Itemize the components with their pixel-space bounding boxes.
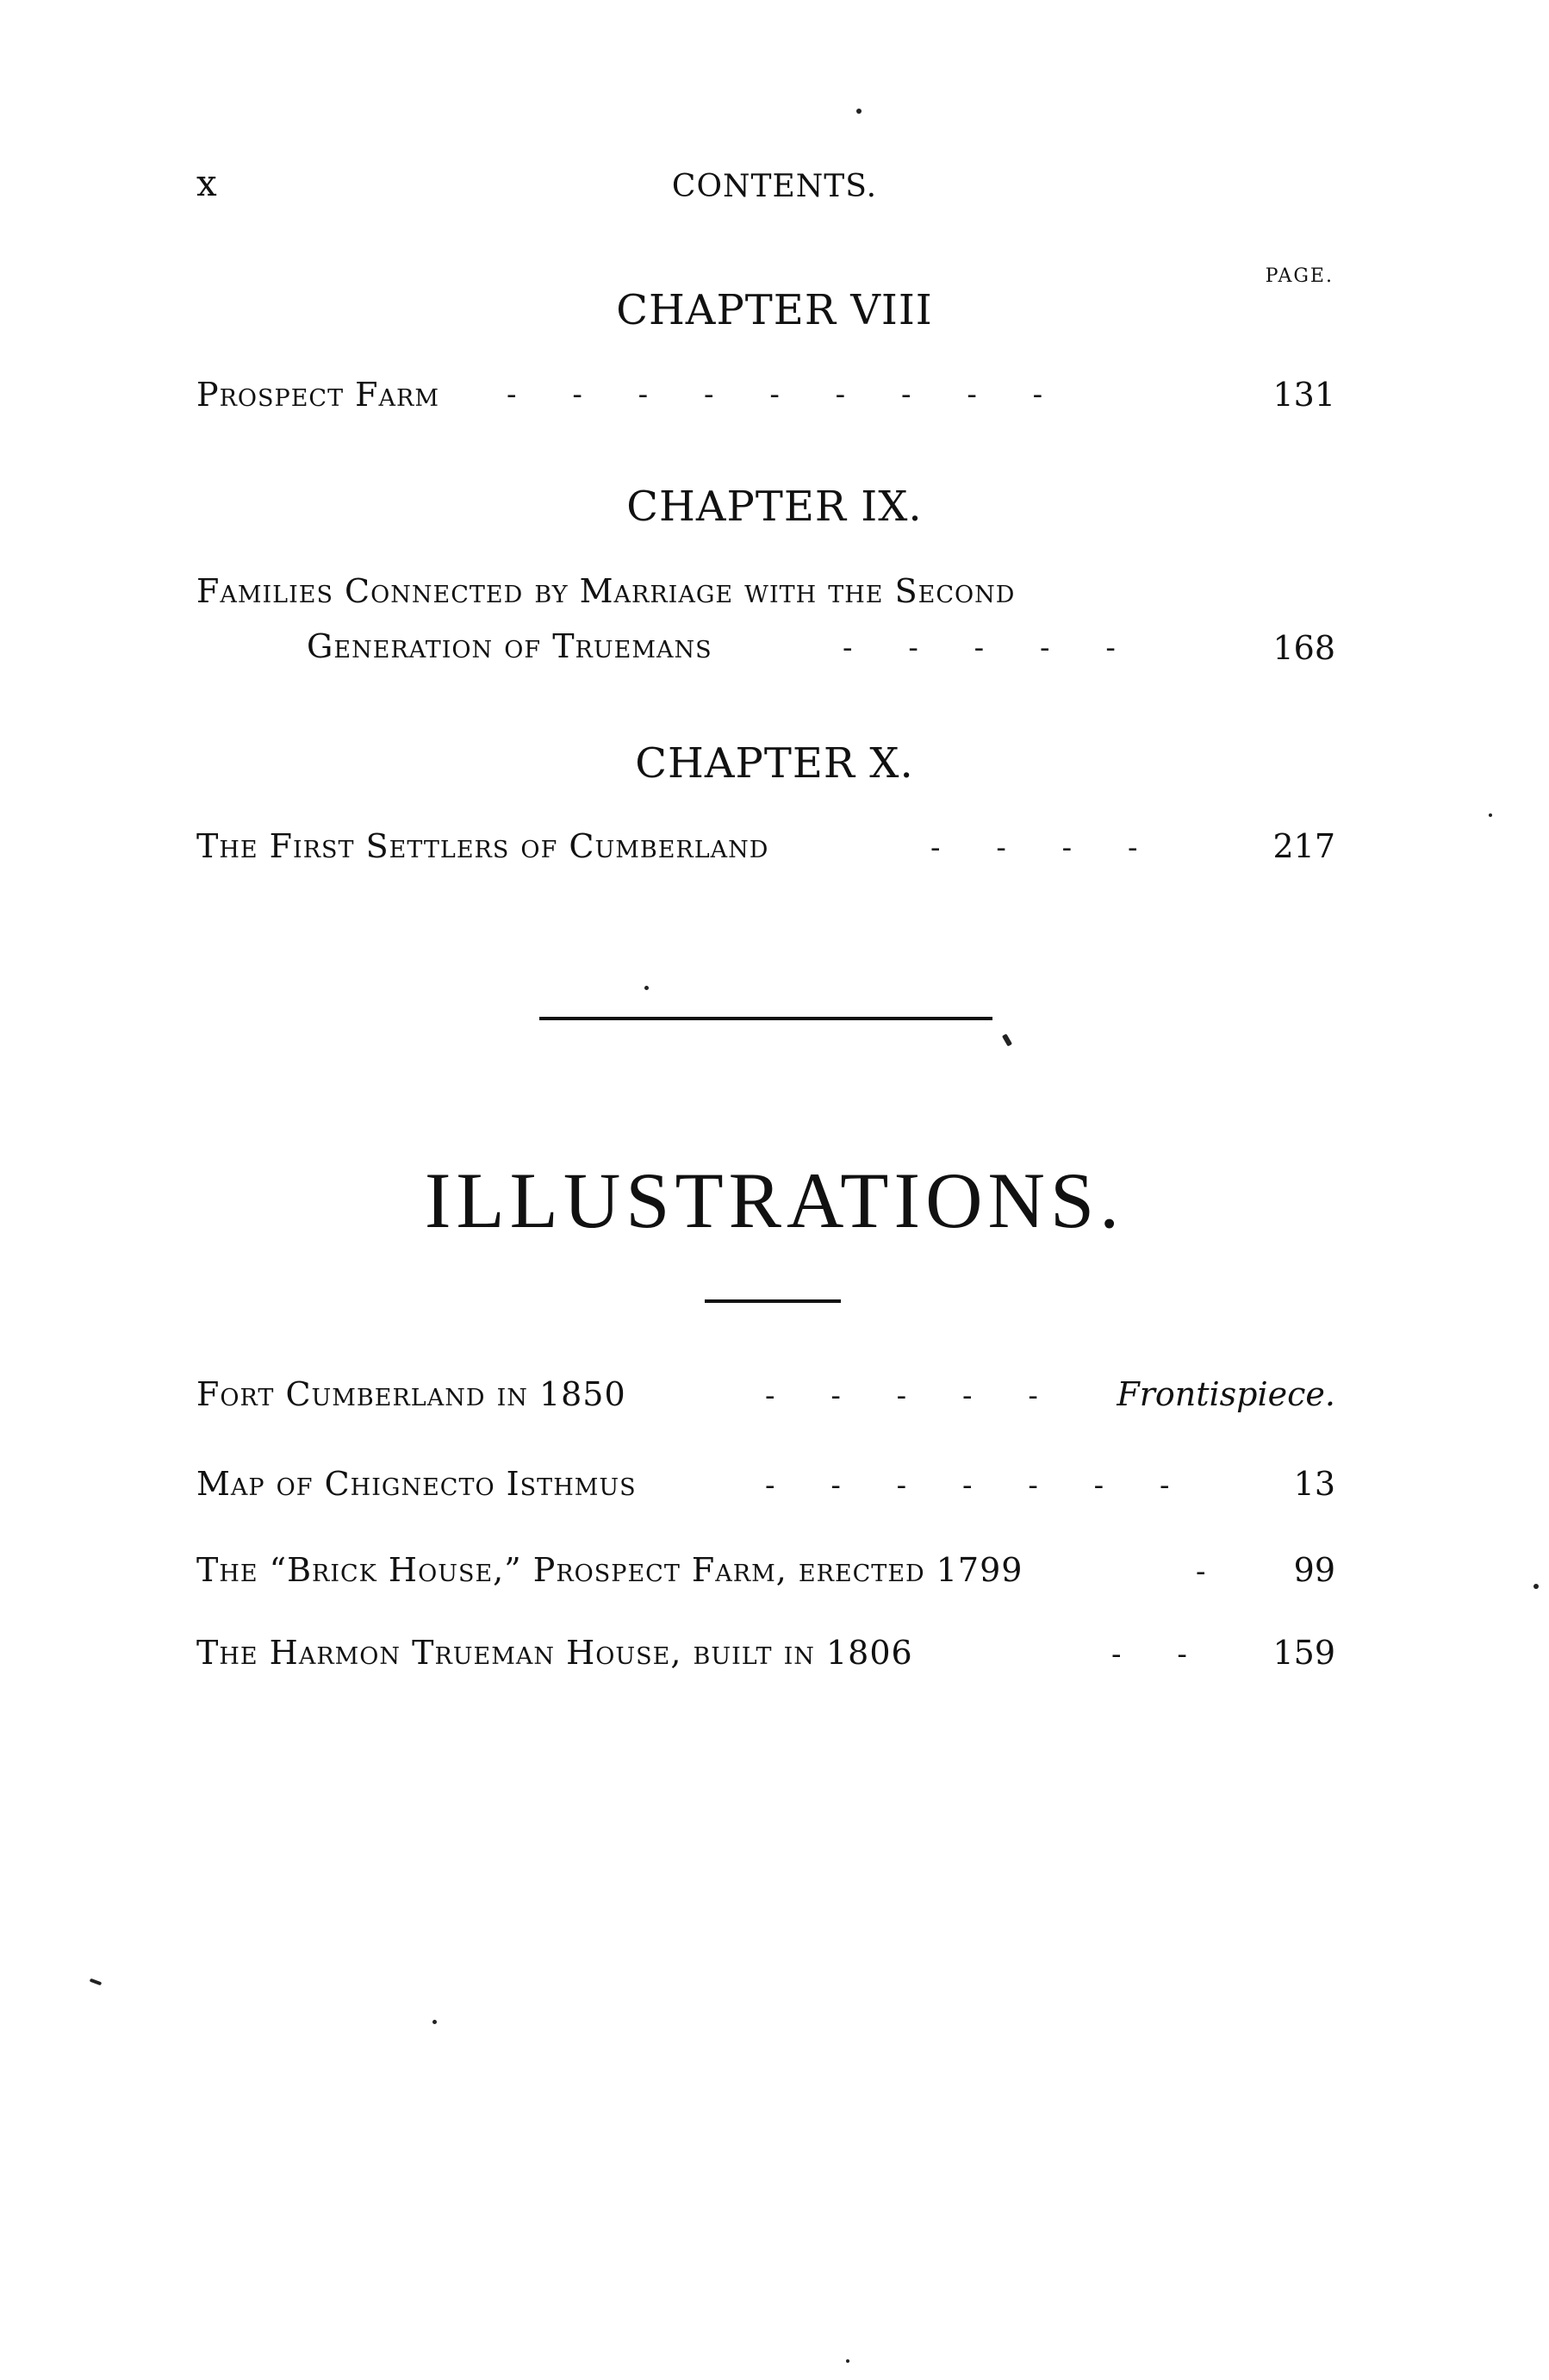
folio-number: x [196,162,218,204]
illustration-page: 159 [1272,1634,1335,1672]
toc-entry-title: Prospect Farm [196,376,439,414]
scan-speck [1489,813,1492,817]
section-rule [539,1017,992,1020]
scan-speck [432,2020,437,2024]
running-title: CONTENTS. [671,169,878,204]
chapter-heading-x: CHAPTER X. [635,739,914,788]
toc-entry-title: The First Settlers of Cumberland [196,827,769,865]
illustration-page: 99 [1293,1551,1335,1589]
scan-speck [846,2359,849,2363]
title-rule [705,1299,841,1303]
toc-entry-page: 217 [1272,827,1335,865]
scan-speck [90,1978,103,1986]
illustration-page: Frontispiece. [1117,1375,1335,1413]
scan-speck [856,109,862,114]
illustration-item: Map of Chignecto Isthmus [196,1465,637,1503]
illustration-item: The Harmon Trueman House, built in 1806 [196,1634,913,1672]
dot-leader: - [1196,1554,1206,1589]
chapter-heading-ix: CHAPTER IX. [626,483,923,531]
illustration-page: 13 [1293,1465,1335,1503]
illustration-item: Fort Cumberland in 1850 [196,1375,626,1413]
dot-leader: - - - - - - - [765,1468,1170,1503]
toc-entry-page: 168 [1272,629,1335,667]
scan-speck [1533,1584,1539,1589]
dot-leader: - - - - [930,831,1138,865]
scan-speck [1002,1033,1012,1046]
page-column-label: PAGE. [1265,265,1334,287]
toc-entry-title: Families Connected by Marriage with the Second [196,572,1016,610]
toc-entry-page: 131 [1272,376,1335,414]
dot-leader: - - - - - [843,631,1116,665]
scan-speck [644,986,649,990]
toc-entry-title-continued: Generation of Truemans [307,627,712,665]
illustrations-title: ILLUSTRATIONS. [424,1156,1125,1244]
illustration-item: The “Brick House,” Prospect Farm, erected 1799 [196,1551,1023,1589]
chapter-heading-viii: CHAPTER VIII [616,286,933,334]
dot-leader: - - - - - [765,1379,1038,1413]
dot-leader: - - - - - - - - - [507,377,1043,412]
dot-leader: - - [1111,1637,1187,1672]
